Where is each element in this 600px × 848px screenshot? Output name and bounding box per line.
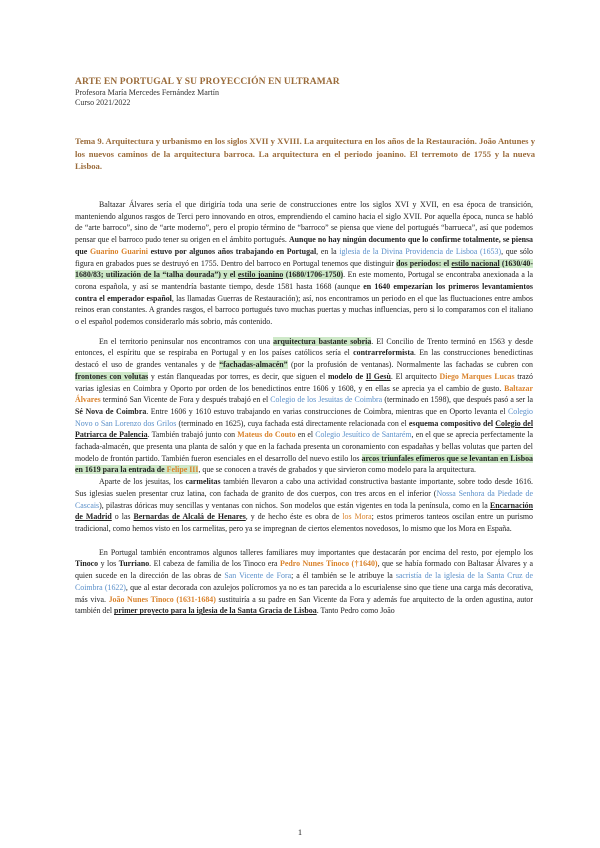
text-run: primer proyecto para la iglesia de la Santa Gracia de Lisboa [114,606,317,616]
text-run: carmelitas [185,477,221,487]
text-run: arquitectura bastante sobria [273,336,372,346]
text-run: sustituiría a su padre en San Vicente da Fora y además fue arquitecto de la orden agustina, autor también del [75,594,533,616]
text-run: estuvo por algunos años trabajando en Portugal [147,246,317,256]
text-run: Bernardas de Alcalá de Henares [133,512,246,522]
text-run: ; a él también se le atribuye la [291,571,396,581]
text-run: (1630/40-1680/83; utilización de la “talha dourada”) y el [75,258,533,280]
text-run: , y de hecho éste es obra de [245,512,343,522]
text-run: contrarreformista [353,348,414,358]
text-run: y están flanqueadas por torres, es decir, que siguen el [148,371,328,381]
text-run: , las llamadas Guerras de Restauración); así, nos encontramos un periodo en el que las fluctuaciones entre ambos reinos eran constantes. A grandes rasgos, el barroco portugués tuvo muchas puertas y muchas influencias, pero si lo comparamos con el italiano o el español podemos considerarlo más sobrio, más contenido. [75,293,533,327]
text-run: frontones con volutas [75,371,149,381]
text-run: . En las construcciones benedictinas destacó el uso de grandes ventanales y de [75,348,533,370]
text-run: Aunque no hay ningún documento que lo confirme totalmente, se piensa que [75,235,533,256]
text-run: En Portugal también encontramos algunos talleres familiares muy importantes que destacarán por encima del resto, por ejemplo los [99,547,533,557]
text-run: Turriano [118,559,150,569]
text-run: también llevaron a cabo una actividad constructiva bastante importante, sobre todo desde 1616. Sus iglesias suelen presentar cruz latina, con fachada de granito de dos cuerpos, con tres arcos en el inferior ( [75,477,533,498]
text-run: Colegio del Patriarca de Palencia [75,418,534,440]
text-run: estilo nacional [451,258,500,268]
text-run: . También trabajó junto con [147,430,238,440]
text-run: ; estos primeros tanteos oscilan entre un purismo tradicional, como hemos visto en los carmelitas, pero ya se impregnan de ciertos elementos novedosos, lo mismo que los Mora en España. [75,512,533,533]
text-run: (terminado en 1625), cuya fachada está directamente relacionada con el [176,418,409,428]
professor-name: Profesora María Mercedes Fernández Martín [75,88,219,97]
paragraph [75,336,533,476]
text-run: . El cabeza de familia de los Tinoco era [149,559,281,569]
text-run: ), pilastras dóricas muy sencillas y ventanas con nichos. Son modelos que están vigentes en toda la península, como en la [99,500,491,510]
paragraph [75,476,533,535]
document-header [75,76,535,108]
text-run: Aparte de los jesuitas, los [99,477,186,487]
text-run: y los [98,559,119,569]
text-run: Baltazar Álvares [75,383,533,405]
text-run: Baltazar Álvares sería el que dirigiría toda una serie de construcciones entre los siglos XVI y XVII, en esa época de transición, manteniendo algunos rasgos de Terci pero innovando en otros, emprendiendo el camino hacia el siglo XVII. Por aquella época, nunca se habló de “arte barroco”, sino de “arte moderno”, pero el propio término de “barroco” se piensa que viene del portugués “barrueca”, así que podemos pensar que el barroco pudo tener su origen en el ámbito portugués. [75,200,533,245]
text-run: . El Concilio de Trento terminó en 1563 y desde entonces, el espíritu que se respiraba en Portugal y en los países católicos sería el [75,336,533,358]
text-run: , que al estar decorada con azulejos polícromos ya no es tan parecida a lo escurialense sino que tiene una carga más decorativa, más viva. [75,582,534,604]
text-run: En el territorio peninsular nos encontramos con una [99,336,274,346]
text-run: , en la [316,246,340,256]
text-run: Encarnación de Madrid [75,500,533,522]
text-run: (terminado en 1598), que después pasó a ser la [382,395,534,405]
text-run: , que se había formado con Baltasar Álvares y a quien sucede en la dirección de las obras de [75,559,533,581]
text-run: o las [111,512,134,522]
text-run: Colegio Jesuítico de Santarém [315,430,412,440]
text-run: dos periodos: el [396,258,452,268]
text-run: en el [295,430,316,440]
text-run: . Tanto Pedro como João [316,606,395,616]
text-run: , en el que se aprecia perfectamente la fachada-almacén, que presenta una planta de salón y que en la fachada presenta un coronamiento con espadañas y bellas volutas que parten del modelo de frontón partido. También fueron esenciales en el desarrollo del nuevo estilo los [75,430,533,463]
course-title: ARTE EN PORTUGAL Y SU PROYECCIÓN EN ULTRAMAR [75,77,340,87]
text-run: Felipe III [166,465,199,475]
document-body [75,199,533,625]
paragraph [75,547,533,617]
text-run: sacristía de la iglesia de la Santa Cruz de Coimbra (1622) [75,571,533,592]
text-run: “fachadas-almacén” [219,360,288,370]
page-number: 1 [297,827,303,837]
topic-heading: Tema 9. Arquitectura y urbanismo en los siglos XVII y XVIII. La arquitectura en los años de la Restauración. João Antunes y los nuevos caminos de la arquitectura barroca. La arquitectura en el periodo joanino. El terremoto de 1755 y la nueva Lisboa. [75,136,535,172]
text-run: modelo de [327,371,366,381]
text-run: San Vicente de Fora [224,571,292,581]
text-run: . En este momento, Portugal se encontraba anexionada a la corona española, y así se mantendría bastante tiempo, desde 1581 hasta 1668 (aunque [75,270,533,291]
text-run: João Nunes Tinoco (1631-1684) [108,594,216,604]
text-run: (por la profusión de ventanas). Normalmente las fachadas se cubren con [287,360,533,370]
text-run: Colegio de los Jesuitas de Coimbra [270,395,383,405]
text-run: . Entre 1606 y 1610 estuvo trabajando en varias construcciones de Coimbra, mientras que en Oporto levanta el [146,406,508,416]
text-run: , que se conocen a través de grabados y que sirvieron como modelo para la arquitectura. [198,465,477,475]
text-run: Il Gesù [365,371,391,381]
text-run: (1680/1706-1750) [283,270,344,280]
text-run: Nossa Senhora da Piedade de Cascais [75,488,533,510]
text-run: Guarino Guarini [89,246,148,256]
text-run: esquema compositivo del [408,418,496,428]
text-run: Sé Nova de Coimbra [75,406,147,416]
paragraph [75,199,533,328]
text-run: Tinoco [75,559,99,569]
course-year: Curso 2021/2022 [75,98,131,107]
text-run: arcos triunfales efímeros que se levantan en Lisboa en 1619 para la entrada de [75,453,534,475]
text-run: Diego Marques Lucas [439,371,515,381]
text-run: iglesia de la Divina Providencia de Lisboa (1653) [339,246,502,256]
text-run: estilo joanino [237,270,284,280]
text-run: Pedro Nunes Tinoco (†1640) [280,559,378,569]
text-run: en 1640 empezarían los primeros levantamientos contra el emperador español [75,281,533,303]
text-run: los Mora [342,512,372,522]
text-run: . El arquitecto [390,371,440,381]
text-run: Mateus do Couto [237,430,296,440]
text-run: trazó varias iglesias en Coimbra y Oporto por orden de los benedictinos entre 1606 y 1608, y en ellas se aprecia ya el cambio de gusto. [75,371,533,393]
text-run: , que sólo figura en grabados pues se destruyó en 1755. Dentro del barroco en Portugal tenemos que distinguir [75,246,534,268]
text-run: Colegio Novo o San Lorenzo dos Grilos [75,406,533,428]
text-run: terminó San Vicente de Fora y después trabajó en el [100,395,271,405]
